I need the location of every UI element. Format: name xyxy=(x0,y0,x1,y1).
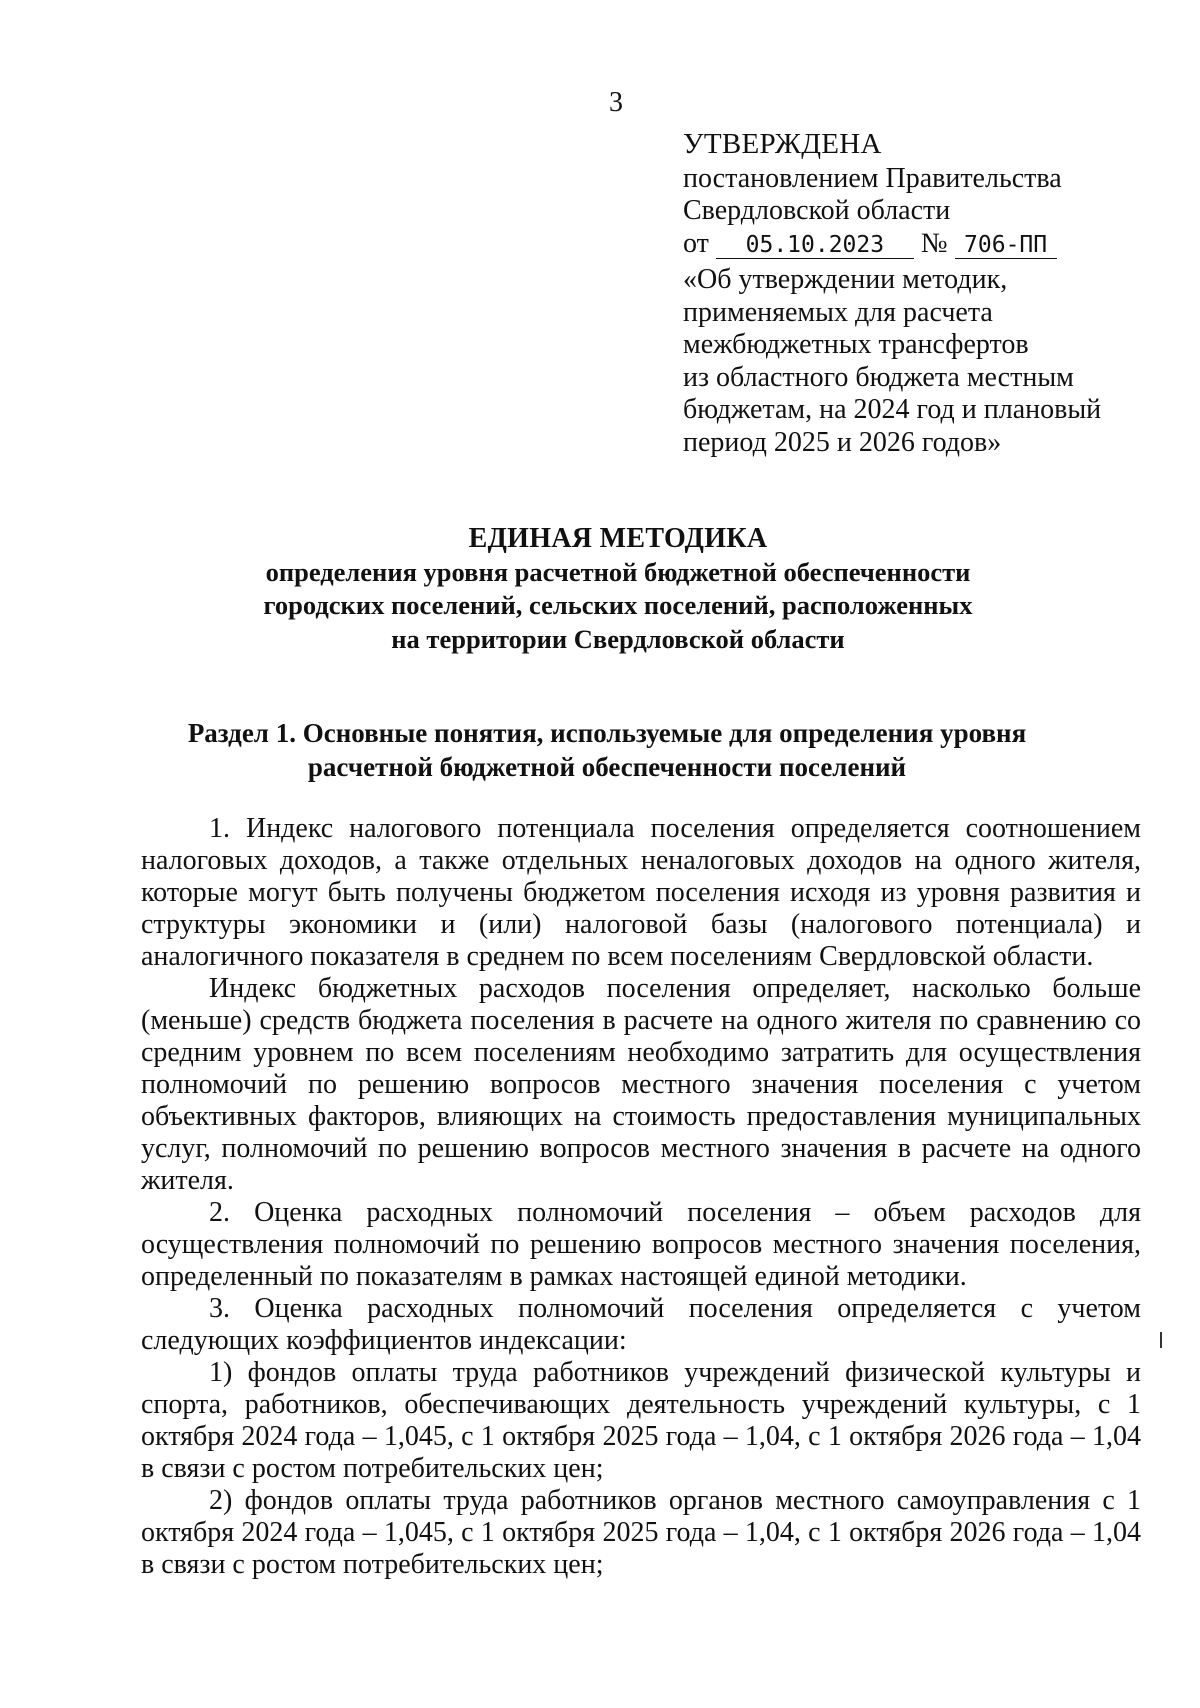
date-value: 05.10.2023 xyxy=(716,232,914,259)
approval-subject-line: период 2025 и 2026 годов» xyxy=(683,426,1002,458)
list-item: 2) фондов оплаты труда работников органов местного самоуправления с 1 октября 2024 года – 1,045, с 1 октября 2025 года – 1,04, с 1 октября 2026 года – 1,04 в связи с ростом потребительских цен; xyxy=(141,1485,1141,1580)
approval-line-1: постановлением Правительства xyxy=(683,162,1062,194)
paragraph: 3. Оценка расходных полномочий поселения определяется с учетом следующих коэффициентов индексации: xyxy=(141,1293,1141,1356)
list-item: 1) фондов оплаты труда работников учреждений физической культуры и спорта, работников, обеспечивающих деятельность учреждений культуры, с 1 октября 2024 года – 1,045, с 1 октября 2025 года – 1,04, с 1 октября 2026 года – 1,04 в связи с ростом потребительских цен; xyxy=(141,1357,1141,1484)
title-main: ЕДИНАЯ МЕТОДИКА xyxy=(468,523,768,554)
date-label: от xyxy=(683,227,709,259)
approval-line-2: Свердловской области xyxy=(683,195,951,226)
margin-mark xyxy=(1160,1332,1162,1348)
number-value: 706-ПП xyxy=(955,232,1057,259)
number-label: № xyxy=(920,227,948,259)
approval-heading: УТВЕРЖДЕНА xyxy=(683,128,882,160)
paragraph: 1. Индекс налогового потенциала поселения определяется соотношением налоговых доходов, а также отдельных неналоговых доходов на одного жителя, которые могут быть получены бюджетом поселения исходя из уровня развития и структуры экономики и (или) налоговой базы (налогового потенциала) и аналогичного показателя в среднем по всем поселениям Свердловской области. xyxy=(141,813,1141,972)
approval-block xyxy=(683,128,1143,459)
section-title xyxy=(0,717,1200,784)
section-title-line: Раздел 1. Основные понятия, используемые для определения уровня xyxy=(187,718,1027,748)
approval-subject-line: бюджетам, на 2024 год и плановый xyxy=(683,394,1102,425)
title-line: городских поселений, сельских поселений, расположенных xyxy=(263,590,973,620)
approval-subject-line: применяемых для расчета xyxy=(683,296,993,328)
page-number: 3 xyxy=(609,87,623,118)
body-text xyxy=(141,813,1141,1581)
approval-subject-line: «Об утверждении методик, xyxy=(683,264,1008,295)
approval-subject-line: из областного бюджета местным xyxy=(683,361,1074,393)
paragraph: 2. Оценка расходных полномочий поселения – объем расходов для осуществления полномочий по решению вопросов местного значения поселения, определенный по показателям в рамках настоящей единой методики. xyxy=(141,1197,1141,1292)
approval-date-number-line xyxy=(683,228,1143,261)
title-line: на территории Свердловской области xyxy=(391,623,845,654)
document-title xyxy=(0,522,1200,656)
approval-subject-line: межбюджетных трансфертов xyxy=(683,329,1029,360)
section-title-line: расчетной бюджетной обеспеченности поселений xyxy=(307,751,907,782)
paragraph: Индекс бюджетных расходов поселения определяет, насколько больше (меньше) средств бюджета поселения в расчете на одного жителя по сравнению со средним уровнем по всем поселениям необходимо затратить для осуществления полномочий по решению вопросов местного значения поселения с учетом объективных факторов, влияющих на стоимость предоставления муниципальных услуг, полномочий по решению вопросов местного значения в расчете на одного жителя. xyxy=(141,973,1141,1196)
title-line: определения уровня расчетной бюджетной обеспеченности xyxy=(265,556,971,587)
